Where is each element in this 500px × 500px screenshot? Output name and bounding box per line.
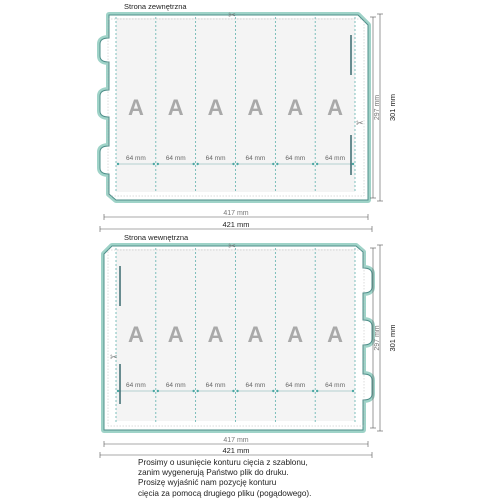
sheet-inner [100, 233, 397, 458]
sheet-title: Strona zewnętrzna [124, 2, 187, 11]
panel-letter: A [287, 95, 304, 120]
note-line-4: cięcia za pomocą drugiego pliku (pogądowego). [138, 488, 312, 498]
panel-width-label: 64 mm [205, 155, 226, 162]
dimension-dot [157, 163, 159, 165]
dimension-dot [192, 163, 194, 165]
note-line-3: Prosizę wyjaśnić nam pozycję konturu [138, 478, 277, 488]
inner-height-label: 297 mm [374, 94, 381, 121]
panel-letter: A [167, 322, 184, 347]
note-line-1: Prosimy o usunięcie konturu cięcia z szablonu, [138, 458, 308, 467]
outer-width-label: 421 mm [222, 220, 250, 229]
dimension-dot [272, 390, 274, 392]
dimension-dot [236, 163, 238, 165]
dimension-dot [276, 163, 278, 165]
inner-width-label: 417 mm [223, 437, 249, 444]
dimension-dot [157, 390, 159, 392]
panel-width-label: 64 mm [285, 382, 306, 389]
dimension-dot [117, 390, 119, 392]
panel-width-label: 64 mm [165, 382, 186, 389]
panel-width-label: 64 mm [125, 155, 146, 162]
inner-height-label: 297 mm [374, 325, 381, 351]
dimension-dot [236, 390, 238, 392]
sheet-title: Strona wewnętrzna [124, 233, 189, 242]
panel-width-label: 64 mm [125, 382, 146, 389]
dimension-dot [232, 390, 234, 392]
panel-width-label: 64 mm [165, 155, 186, 162]
sheet-outer [100, 2, 397, 232]
panel-width-label: 64 mm [245, 382, 266, 389]
panel-letter: A [247, 322, 264, 347]
outer-height-label: 301 mm [388, 93, 397, 122]
dimension-dot [276, 390, 278, 392]
outer-height-label: 301 mm [388, 324, 397, 352]
print-note [138, 458, 478, 499]
panel-letter: A [287, 322, 304, 347]
dimension-dot [153, 390, 155, 392]
dimension-dot [316, 390, 318, 392]
scissors-icon: ✂ [228, 11, 236, 21]
panel-width-label: 64 mm [325, 382, 346, 389]
scissors-icon: ✂ [228, 242, 236, 252]
dimension-dot [316, 163, 318, 165]
dimension-dot [153, 163, 155, 165]
panel-width-label: 64 mm [205, 382, 226, 389]
dimension-dot [352, 390, 354, 392]
scissors-icon: ✂ [356, 119, 364, 129]
panel-letter: A [127, 322, 144, 347]
dimension-dot [312, 163, 314, 165]
panel-letter: A [327, 322, 344, 347]
panel-width-label: 64 mm [325, 155, 346, 162]
inner-width-label: 417 mm [223, 210, 249, 217]
panel-letter: A [167, 95, 184, 120]
panel-letter: A [207, 322, 224, 347]
panel-letter: A [127, 95, 144, 120]
panel-width-label: 64 mm [285, 155, 306, 162]
dimension-dot [272, 163, 274, 165]
dimension-dot [196, 163, 198, 165]
panel-letter: A [207, 95, 224, 120]
dimension-dot [192, 390, 194, 392]
panel-letter: A [327, 95, 344, 120]
dimension-dot [352, 163, 354, 165]
dimension-dot [196, 390, 198, 392]
scissors-icon: ✂ [110, 353, 118, 363]
dimension-dot [117, 163, 119, 165]
dimension-dot [312, 390, 314, 392]
outer-width-label: 421 mm [222, 446, 250, 455]
panel-width-label: 64 mm [245, 155, 266, 162]
note-line-2: zanim wygenerują Państwo plik do druku. [138, 468, 289, 478]
dimension-dot [232, 163, 234, 165]
panel-letter: A [247, 95, 264, 120]
